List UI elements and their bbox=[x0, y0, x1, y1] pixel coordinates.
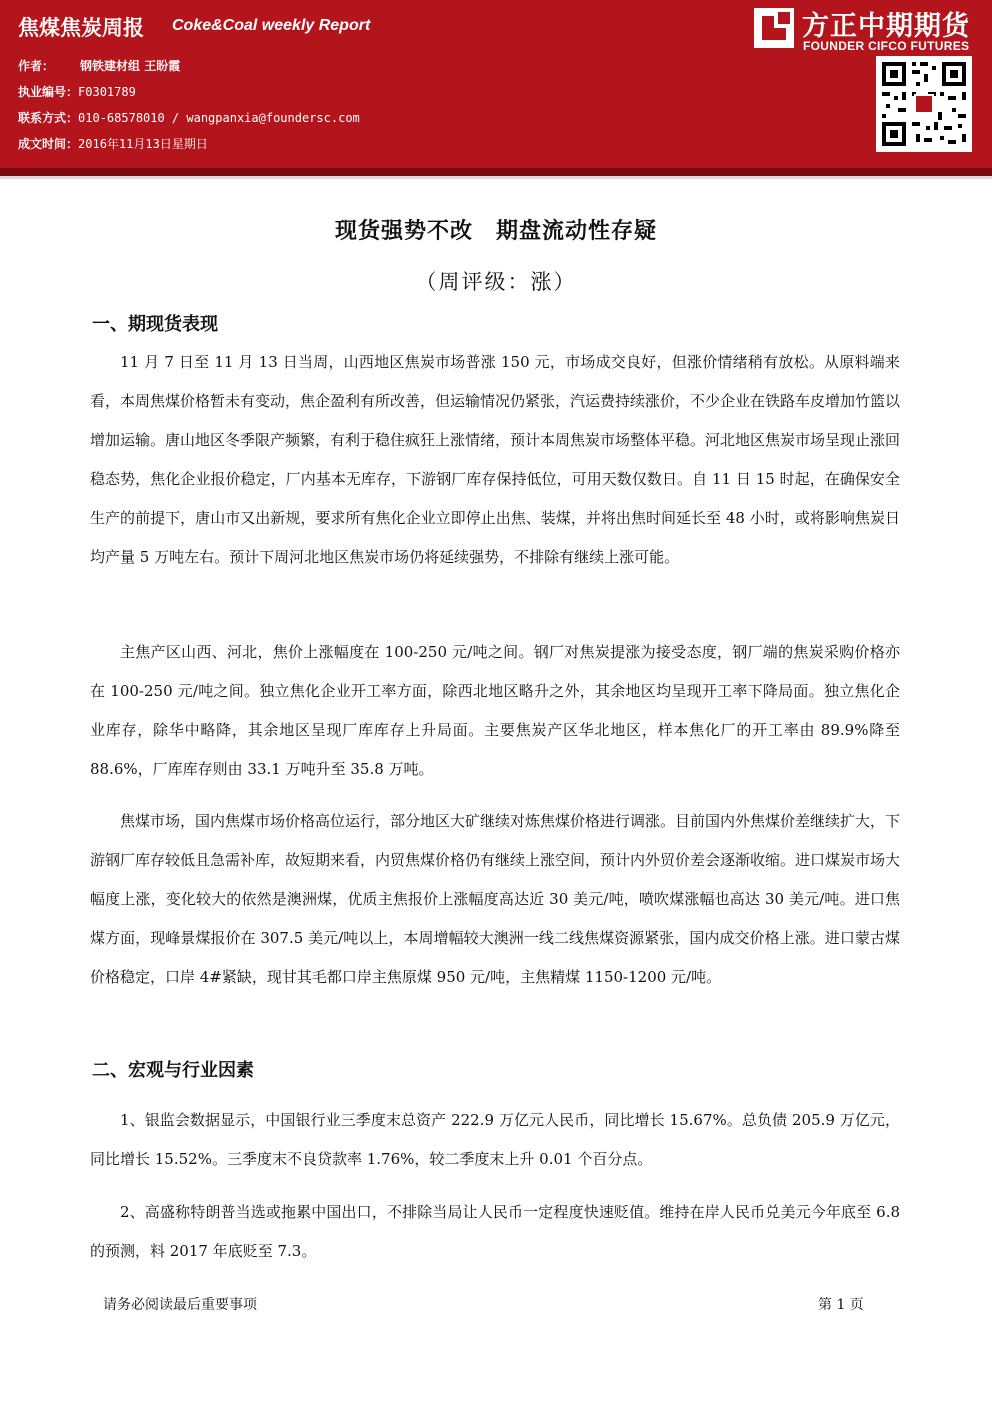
report-title-en: Coke&Coal weekly Report bbox=[172, 17, 371, 34]
document-subtitle: （周评级：涨） bbox=[415, 270, 577, 294]
date-line bbox=[18, 135, 208, 152]
paragraph-3: 焦煤市场，国内焦煤市场价格高位运行，部分地区大矿继续对炼焦煤价格进行调涨。目前国内外焦煤价差继续扩大，下游钢厂库存较低且急需补库，故短期来看，内贸焦煤价格仍有继续上涨空间，预计内外贸价差会逐渐收缩。进口煤炭市场大幅度上涨，变化较大的依然是澳洲煤，优质主焦报价上涨幅度高达近 30 美元/吨，喷吹煤涨幅也高达 30 美元/吨。进口焦煤方面，现峰景煤报价在 307.5 美元/吨以上，本周增幅较大澳洲一线二线焦煤资源紧张，国内成交价格上涨。进口蒙古煤价格稳定，口岸 4#紧缺，现甘其毛都口岸主焦原煤 950 元/吨，主焦精煤 1150-1200 元/吨。 bbox=[90, 812, 901, 986]
paragraph-2: 主焦产区山西、河北，焦价上涨幅度在 100-250 元/吨之间。钢厂对焦炭提涨为接受态度，钢厂端的焦炭采购价格亦在 100-250 元/吨之间。独立焦化企业开工率方面，除西北地区略升之外，其余地区均呈现开工率下降局面。独立焦化企业库存，除华中略降，其余地区呈现厂库库存上升局面。主要焦炭产区华北地区，样本焦化厂的开工率由 89.9%降至 88.6%，厂库库存则由 33.1 万吨升至 35.8 万吨。 bbox=[90, 643, 900, 778]
report-title-cn: 焦煤焦炭周报 bbox=[18, 16, 144, 40]
author-line bbox=[18, 57, 180, 74]
section-heading-1: 一、期现货表现 bbox=[92, 314, 218, 335]
qr-code-icon bbox=[876, 56, 972, 152]
license-value: F0301789 bbox=[78, 85, 136, 99]
author-value: 钢铁建材组 王盼霞 bbox=[80, 59, 181, 73]
section-heading-2: 二、宏观与行业因素 bbox=[92, 1060, 254, 1081]
header-stripe bbox=[0, 168, 992, 176]
contact-line bbox=[18, 109, 360, 126]
author-label: 作者： bbox=[18, 59, 55, 73]
logo-text-en: FOUNDER CIFCO FUTURES bbox=[803, 39, 970, 53]
footer-notice: 请务必阅读最后重要事项 bbox=[103, 1297, 257, 1313]
header-divider bbox=[0, 176, 992, 179]
license-label: 执业编号： bbox=[18, 85, 79, 99]
contact-value: 010-68578010 / wangpanxia@foundersc.com bbox=[78, 111, 360, 125]
document-title: 现货强势不改 期盘流动性存疑 bbox=[334, 219, 657, 244]
paragraph-1: 11 月 7 日至 11 月 13 日当周，山西地区焦炭市场普涨 150 元，市场成交良好，但涨价情绪稍有放松。从原料端来看，本周焦煤价格暂未有变动，焦企盈利有所改善，但运输情况仍紧张，汽运费持续涨价，不少企业在铁路车皮增加竹篮以增加运输。唐山地区冬季限产频繁，有利于稳住疯狂上涨情绪，预计本周焦炭市场整体平稳。河北地区焦炭市场呈现止涨回稳态势，焦化企业报价稳定，厂内基本无库存，下游钢厂库存保持低位，可用天数仅数日。自 11 日 15 时起，在确保安全生产的前提下，唐山市又出新规，要求所有焦化企业立即停止出焦、装煤，并将出焦时间延长至 48 小时，或将影响焦炭日均产量 5 万吨左右。预计下周河北地区焦炭市场仍将延续强势，不排除有继续上涨可能。 bbox=[90, 353, 901, 566]
paragraph-4: 1、银监会数据显示，中国银行业三季度末总资产 222.9 万亿元人民币，同比增长 15.67%。总负债 205.9 万亿元，同比增长 15.52%。三季度末不良贷款率 1.76%，较二季度末上升 0.01 个百分点。 bbox=[90, 1111, 900, 1168]
date-label: 成文时间： bbox=[18, 137, 79, 151]
paragraph-5: 2、高盛称特朗普当选或拖累中国出口，不排除当局让人民币一定程度快速贬值。维持在岸人民币兑美元今年底至 6.8 的预测，料 2017 年底贬至 7.3。 bbox=[90, 1203, 900, 1260]
logo-text-cn: 方正中期期货 bbox=[802, 11, 970, 42]
date-value: 2016年11月13日星期日 bbox=[78, 137, 208, 151]
license-line bbox=[18, 83, 136, 100]
founder-logo-icon bbox=[754, 8, 794, 48]
page-number: 第 1 页 bbox=[818, 1297, 864, 1313]
contact-label: 联系方式： bbox=[18, 111, 79, 125]
